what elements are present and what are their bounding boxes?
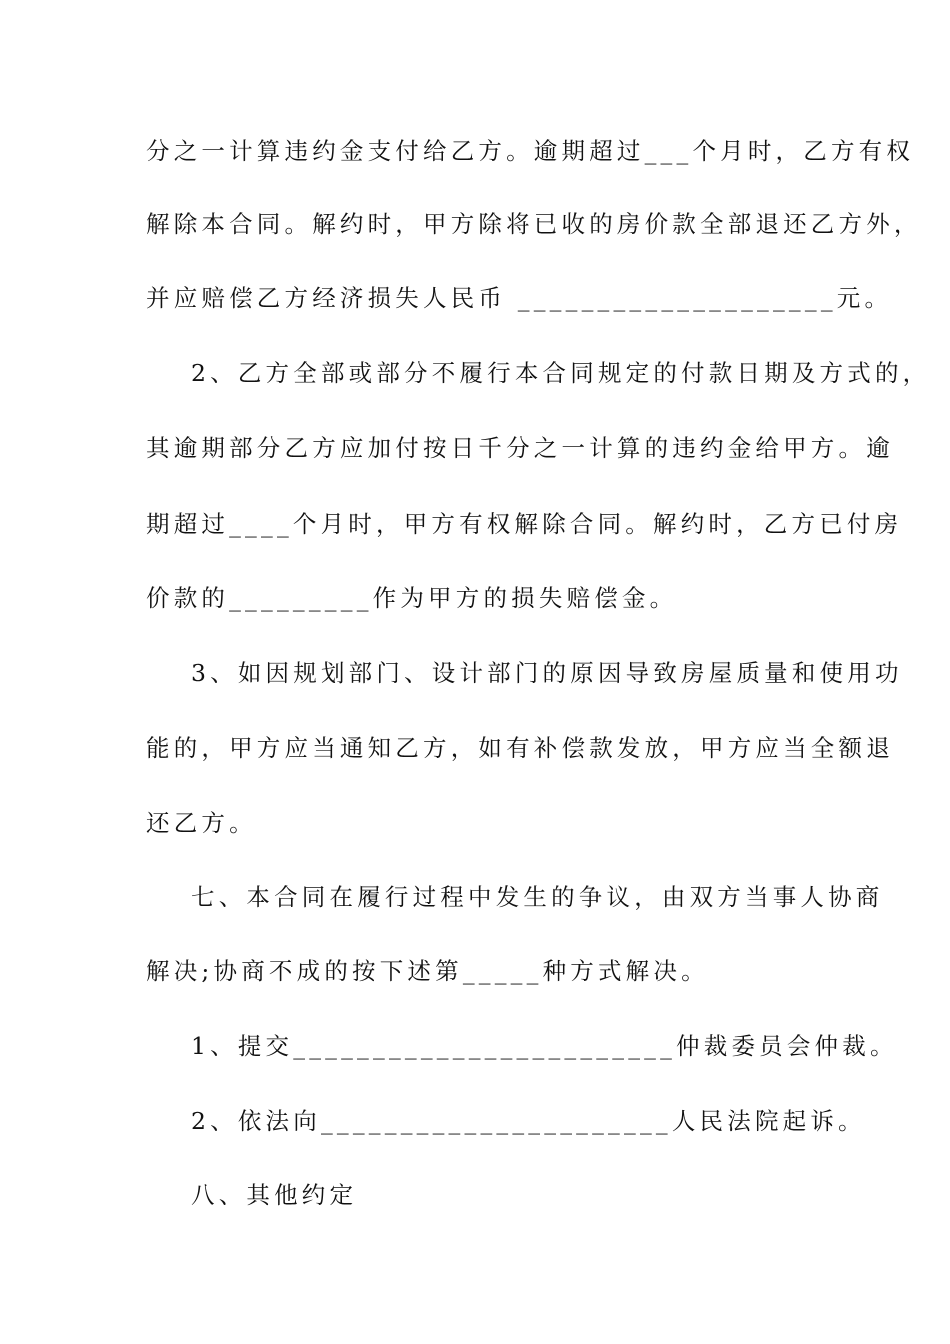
clause-2-line-1: 2、乙方全部或部分不履行本合同规定的付款日期及方式的， [191,359,931,387]
clause-2-line-4: 价款的_________作为甲方的损失赔偿金。 [146,584,678,612]
text-line-1: 分之一计算违约金支付给乙方。逾期超过___个月时，乙方有权 [146,137,915,165]
text-line-3: 并应赔偿乙方经济损失人民币 ____________________元。 [146,284,893,312]
clause-2-line-2: 其逾期部分乙方应加付按日千分之一计算的违约金给甲方。逾 [146,434,894,462]
text-line-2: 解除本合同。解约时，甲方除将已收的房价款全部退还乙方外， [146,210,922,238]
section-8-heading: 八、其他约定 [191,1181,358,1209]
section-7-line-2: 解决;协商不成的按下述第_____种方式解决。 [146,957,709,985]
section-7-line-1: 七、本合同在履行过程中发生的争议，由双方当事人协商 [191,883,884,911]
option-1-arbitration: 1、提交________________________仲裁委员会仲裁。 [191,1032,898,1060]
clause-3-line-2: 能的，甲方应当通知乙方，如有补偿款发放，甲方应当全额退 [146,734,894,762]
clause-3-line-3: 还乙方。 [146,809,257,837]
clause-2-line-3: 期超过____个月时，甲方有权解除合同。解约时，乙方已付房 [146,510,903,538]
clause-3-line-1: 3、如因规划部门、设计部门的原因导致房屋质量和使用功 [191,659,903,687]
option-2-court: 2、依法向______________________人民法院起诉。 [191,1107,866,1135]
